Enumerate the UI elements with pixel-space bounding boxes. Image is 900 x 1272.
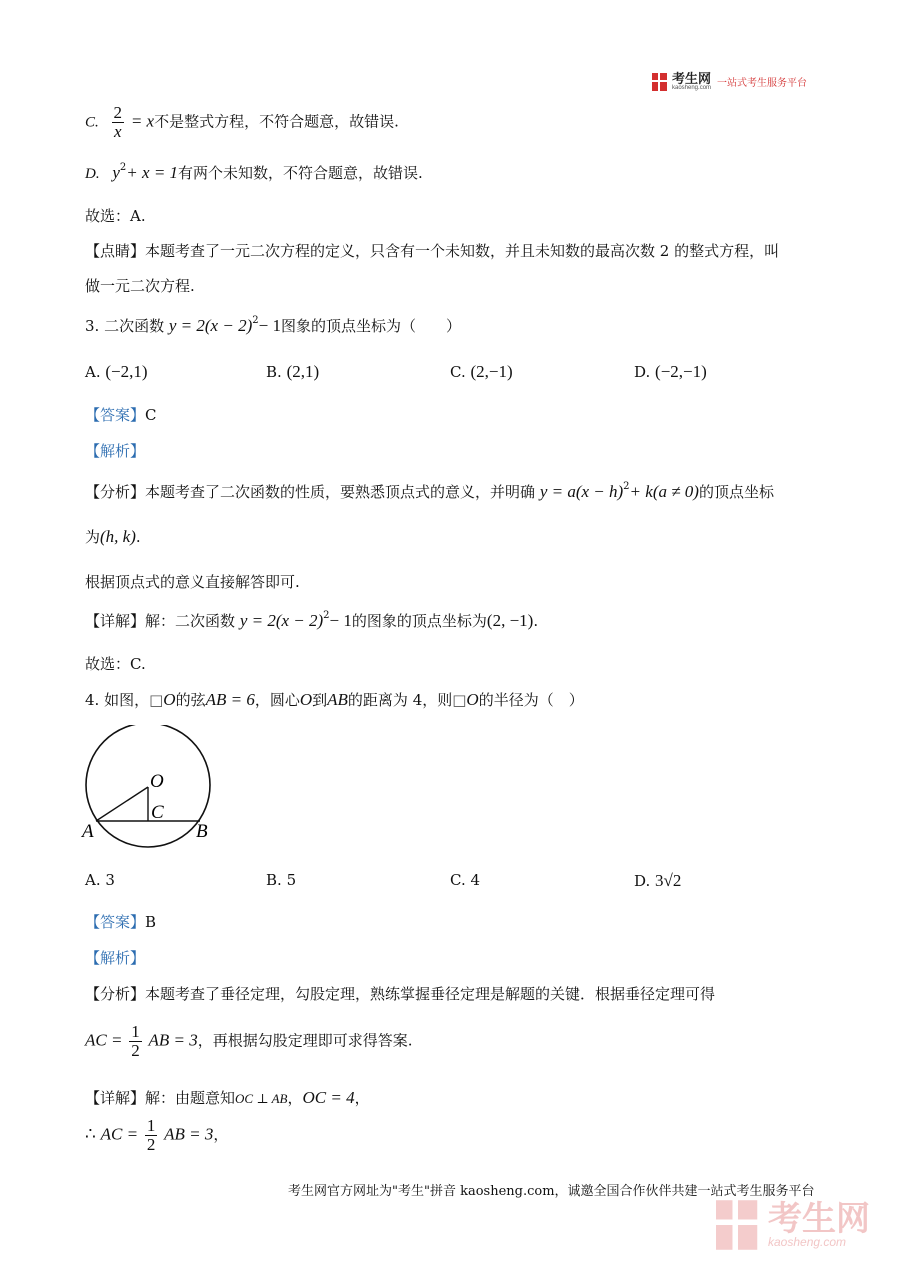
q4-option-c[interactable]: C. 4 [450,871,481,889]
q3-option-b[interactable]: B. (2,1) [266,362,320,381]
q4-xiangjie: 【详解】解：由题意知OC ⊥ AB，OC = 4， [85,1088,370,1107]
q3-xiangjie: 【详解】解：二次函数 $y = 2(x - 2)^2- 1$的图象的顶点坐标为(2, −1). [85,610,539,630]
q4-answer: 【答案】B [85,913,157,931]
choose-a: 故选：A. [85,207,146,225]
q3-basis: 根据顶点式的意义直接解答即可. [85,573,300,591]
q3-option-d[interactable]: D. (−2,−1) [634,362,707,381]
circle-symbol: □ [149,691,164,709]
circle-symbol: □ [452,691,467,709]
label-b: B [196,821,208,842]
question-3-stem: 3. 二次函数 $y = 2(x - 2)^2- 1$图象的顶点坐标为（ ） [85,315,461,335]
circle-chord-figure [78,725,228,855]
q4-jiexi-tag: 【解析】 [85,949,146,967]
q3-choose: 故选：C. [85,655,146,673]
footer-text: 考生网官方网址为"考生"拼音 kaosheng.com，诚邀全国合作伙伴共建一站式考生服务平台 [288,1184,815,1199]
label-o: O [150,771,164,792]
fraction-half: $\frac{1}{2}$ [131,1022,140,1060]
watermark: 考生网 kaosheng.com [716,1200,870,1250]
q3-answer: 【答案】C [85,406,157,424]
q3-jiexi-tag: 【解析】 [85,442,146,460]
header-slogan: 一站式考生服务平台 [717,78,808,89]
q4-fenxi-line-2: AC = $\frac{1}{2}$ AB = 3，再根据勾股定理即可求得答案. [85,1022,413,1060]
q4-therefore-line: ∴ AC = $\frac{1}{2}$ AB = 3， [85,1116,229,1154]
label-a: A [82,821,94,842]
segment-oa [96,787,148,821]
dianjing-line-1: 【点睛】本题考查了一元二次方程的定义，只含有一个未知数，并且未知数的最高次数 2 的整式方程，叫 [85,242,780,260]
fraction-half: $\frac{1}{2}$ [146,1116,156,1154]
logo-sub: kaosheng.com [672,85,712,91]
label-c: C [151,802,164,823]
header-logo [652,72,807,91]
logo-text: 考生网 [672,71,712,86]
q4-option-a[interactable]: A. 3 [85,871,115,889]
fraction: $\frac{2}{x}$ [113,103,123,141]
q4-option-b[interactable]: B. 5 [266,871,297,889]
q4-option-d[interactable]: D. 3√2 [634,871,682,890]
question-4-stem: 4. 如图，□O的弦AB = 6，圆心O到AB的距离为 4，则□O的半径为（ ） [85,690,584,709]
option-d-explanation: D. $y^2+ x = 1$有两个未知数，不符合题意，故错误. [85,162,423,182]
q3-fenxi-line-2: 为(h, k). [85,527,141,546]
q3-option-a[interactable]: A. (−2,1) [85,362,148,381]
q3-fenxi-line-1: 【分析】本题考查了二次函数的性质，要熟悉顶点式的意义，并明确 $y = a(x - h)^2+ k(a \ne 0)$的顶点坐标 [85,481,774,501]
circle [86,725,210,847]
q4-fenxi-line-1: 【分析】本题考查了垂径定理，勾股定理，熟练掌握垂径定理是解题的关键．根据垂径定理可得 [85,985,716,1003]
q3-option-c[interactable]: C. (2,−1) [450,362,513,381]
kaosheng-logo-icon [652,73,668,91]
watermark-logo-icon [716,1200,760,1250]
dianjing-line-2: 做一元二次方程. [85,277,195,295]
option-c-explanation: C. $\frac{2}{x}$ = x不是整式方程，不符合题意，故错误. [85,103,399,141]
